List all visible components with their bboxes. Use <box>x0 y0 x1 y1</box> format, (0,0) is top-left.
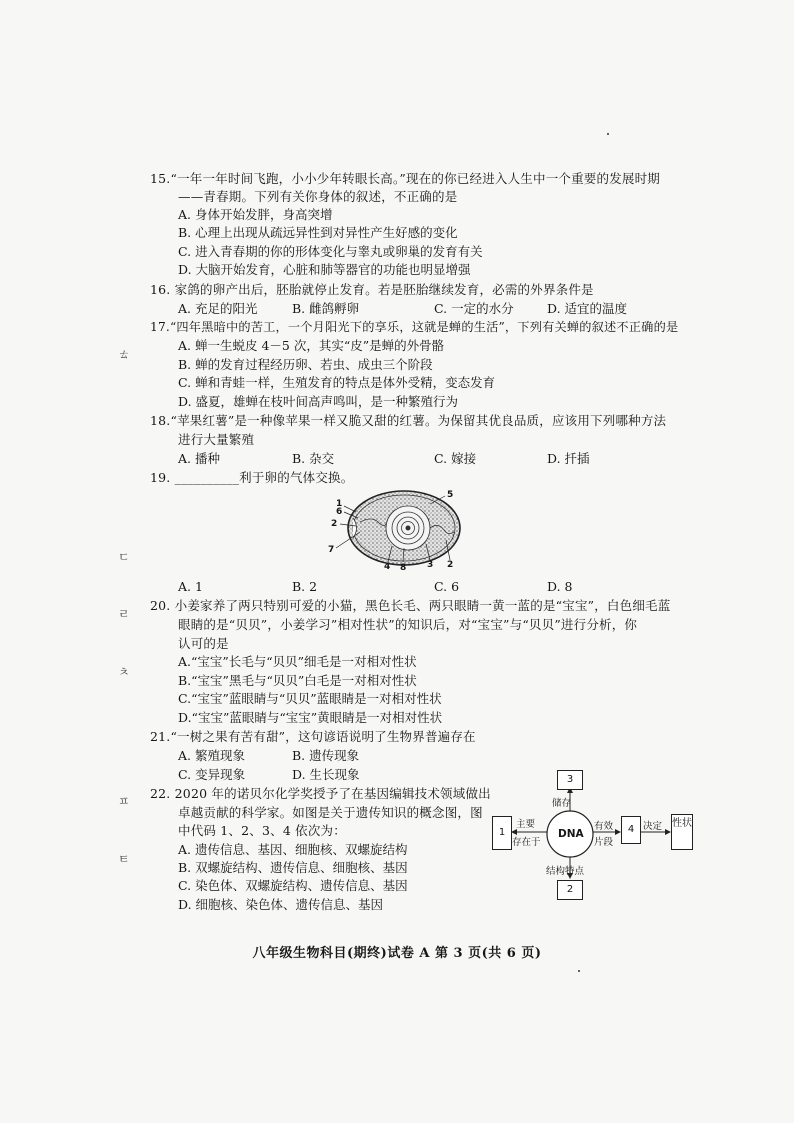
label-exists-in: 存在于 <box>512 837 541 848</box>
label-decide: 决定 <box>643 821 663 832</box>
question-16-stem: 16. 家鸽的卵产出后，胚胎就停止发育。若是胚胎继续发育，必需的外界条件是 <box>150 282 594 297</box>
question-19-option-c: C. 6 <box>434 579 460 594</box>
label-store: 储存 <box>552 798 572 809</box>
trait-label: 性状 <box>672 818 692 829</box>
concept-box-4: 4 <box>621 816 641 844</box>
egg-label-5: 5 <box>447 490 454 500</box>
question-16-option-a: A. 充足的阳光 <box>178 301 258 316</box>
question-18-option-d: D. 扦插 <box>547 451 590 466</box>
label-segment: 片段 <box>594 837 614 848</box>
question-20-option-b: B.“宝宝”黑毛与“贝贝”白毛是一对相对性状 <box>178 673 417 688</box>
egg-label-4: 4 <box>384 562 391 572</box>
label-effective: 有效 <box>594 821 614 832</box>
scan-speck <box>578 970 580 972</box>
egg-label-1: 1 <box>336 499 343 509</box>
question-20-stem-cont2: 认可的是 <box>178 636 229 651</box>
question-22-option-a: A. 遗传信息、基因、细胞核、双螺旋结构 <box>178 842 408 857</box>
question-17-option-a: A. 蝉一生蜕皮 4－5 次，其实“皮”是蝉的外骨骼 <box>178 338 445 353</box>
question-20-stem-cont: 眼睛的是“贝贝”，小姜学习”相对性状”的知识后，对“宝宝”与“贝贝”进行分析，你 <box>178 617 638 632</box>
question-15-option-b: B. 心理上出现从疏远异性到对异性产生好感的变化 <box>178 225 458 240</box>
egg-structure-figure <box>320 482 480 574</box>
question-15-option-d: D. 大脑开始发育，心脏和肺等器官的功能也明显增强 <box>178 262 471 277</box>
question-22-option-b: B. 双螺旋结构、遗传信息、细胞核、基因 <box>178 860 408 875</box>
label-structure: 结构特点 <box>546 866 585 877</box>
egg-label-3: 3 <box>427 560 434 570</box>
question-22-stem-cont: 卓越贡献的科学家。如图是关于遗传知识的概念图，图 <box>178 805 483 820</box>
question-21-option-b: B. 遗传现象 <box>292 748 360 763</box>
question-20-option-c: C.“宝宝”蓝眼睛与“贝贝”蓝眼睛是一对相对性状 <box>178 691 442 706</box>
question-18-stem: 18.“苹果红薯”是一种像苹果一样又脆又甜的红薯。为保留其优良品质，应该用下列哪种方法 <box>150 413 667 428</box>
margin-mark: ㅊ <box>118 665 130 679</box>
question-17-option-d: D. 盛夏，雄蝉在枝叶间高声鸣叫，是一种繁殖行为 <box>178 394 459 409</box>
question-18-option-c: C. 嫁接 <box>434 451 477 466</box>
question-20-option-d: D.“宝宝”蓝眼睛与“宝宝”黄眼睛是一对相对性状 <box>178 710 443 725</box>
egg-label-6: 6 <box>336 507 343 517</box>
question-22-option-c: C. 染色体、双螺旋结构、遗传信息、基因 <box>178 878 408 893</box>
question-21-option-d: D. 生长现象 <box>292 767 360 782</box>
egg-label-8: 8 <box>400 563 407 573</box>
question-19-stem: 19. __________利于卵的气体交换。 <box>150 470 354 485</box>
question-16-option-c: C. 一定的水分 <box>434 301 514 316</box>
question-19-option-a: A. 1 <box>178 579 203 594</box>
egg-label-2: 2 <box>331 519 338 529</box>
concept-box-1: 1 <box>492 816 512 850</box>
question-17-option-b: B. 蝉的发育过程经历卵、若虫、成虫三个阶段 <box>178 357 433 372</box>
question-19-option-d: D. 8 <box>547 579 573 594</box>
concept-box-trait <box>671 814 693 850</box>
genetics-concept-map <box>490 768 705 908</box>
question-22-option-d: D. 细胞核、染色体、遗传信息、基因 <box>178 897 384 912</box>
question-21-option-c: C. 变异现象 <box>178 767 246 782</box>
egg-label-7: 7 <box>328 545 335 555</box>
question-20-stem: 20. 小姜家养了两只特别可爱的小猫，黑色长毛、两只眼睛一黄一蓝的是“宝宝”，白色细毛蓝 <box>150 598 671 613</box>
margin-mark: ㅌ <box>118 852 130 866</box>
margin-mark: ㄷ <box>118 550 130 564</box>
question-21-stem: 21.“一树之果有苦有甜”，这句谚语说明了生物界普遍存在 <box>150 729 476 744</box>
question-19-option-b: B. 2 <box>292 579 318 594</box>
scan-speck <box>607 133 609 135</box>
question-18-stem-cont: 进行大量繁殖 <box>178 432 255 447</box>
question-20-option-a: A.“宝宝”长毛与“贝贝”细毛是一对相对性状 <box>178 654 417 669</box>
page-footer: 八年级生物科目(期终)试卷 A 第 3 页(共 6 页) <box>252 946 542 961</box>
dna-label: DNA <box>558 828 584 840</box>
egg-label-2b: 2 <box>447 560 454 570</box>
margin-mark: ㄊ <box>118 347 131 361</box>
margin-mark: ㅍ <box>118 794 130 808</box>
margin-mark: ㄹ <box>118 607 130 621</box>
question-15-stem-cont: ——青春期。下列有关你身体的叙述，不正确的是 <box>178 189 458 204</box>
question-21-option-a: A. 繁殖现象 <box>178 748 245 763</box>
label-main: 主要 <box>516 819 536 830</box>
question-22-stem-cont2: 中代码 1、2、3、4 依次为： <box>178 823 346 838</box>
question-22-stem: 22. 2020 年的诺贝尔化学奖授予了在基因编辑技术领域做出 <box>150 786 491 801</box>
question-17-option-c: C. 蝉和青蛙一样，生殖发育的特点是体外受精，变态发育 <box>178 375 496 390</box>
concept-box-2: 2 <box>557 880 583 900</box>
question-15-option-a: A. 身体开始发胖，身高突增 <box>178 207 333 222</box>
question-18-option-a: A. 播种 <box>178 451 220 466</box>
question-15-stem: 15.“一年一年时间飞跑，小小少年转眼长高。”现在的你已经进入人生中一个重要的发展时期 <box>150 171 661 186</box>
question-18-option-b: B. 杂交 <box>292 451 335 466</box>
question-16-option-d: D. 适宜的温度 <box>547 301 628 316</box>
question-16-option-b: B. 雌鸽孵卵 <box>292 301 360 316</box>
concept-box-3: 3 <box>557 770 583 790</box>
question-15-option-c: C. 进入青春期的你的形体变化与睾丸或卵巢的发育有关 <box>178 244 483 259</box>
question-17-stem: 17.“四年黑暗中的苦工，一个月阳光下的享乐，这就是蝉的生活”，下列有关蝉的叙述不正确的是 <box>150 320 679 334</box>
egg-diagram <box>320 482 480 574</box>
